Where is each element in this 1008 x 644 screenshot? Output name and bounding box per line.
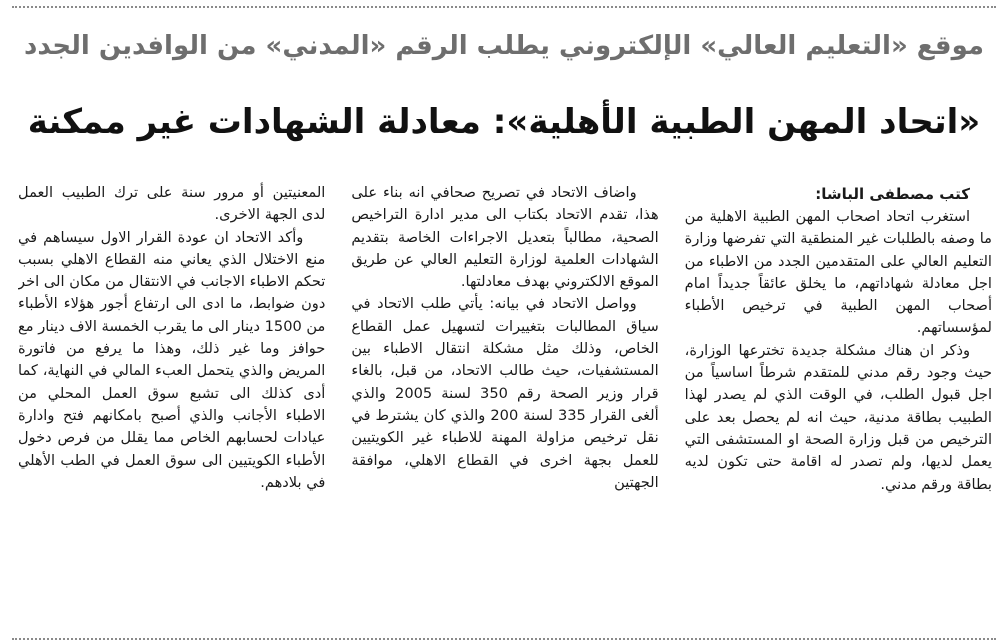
- article-column-1: [685, 182, 992, 632]
- bottom-dotted-rule: [12, 638, 996, 640]
- article-column-2: [351, 182, 658, 632]
- paragraph: وواصل الاتحاد في بيانه: يأتي طلب الاتحاد في سياق المطالبات بتغييرات لتسهيل عمل القطاع الخاص، وذلك مثل مشكلة انتقال الاطباء بين المستشفيات، حيث طالب الاتحاد، من قبل، بالغاء قرار وزير الصحة رقم 350 لسنة 2005 والذي ألغى القرار 335 لسنة 200 والذي كان يشترط في نقل ترخيص مزاولة المهنة للاطباء غير الكويتيين للعمل بجهة اخرى في القطاع الاهلي، موافقة الجهتين: [351, 295, 659, 491]
- paragraph: وذكر ان هناك مشكلة جديدة تخترعها الوزارة، حيث وجود رقم مدني للمتقدم شرطاً اساسياً من اجل قبول الطلب، في الوقت الذي لم يصدر لهذا الطبيب بطاقة مدنية، حيث انه لم يحصل بعد على الترخيص من قبل وزارة الصحة او المستشفى التي يعمل لديها، ولم تصدر له اقامة حتى تكون لديه بطاقة ورقم مدني.: [684, 341, 992, 493]
- paragraph: واضاف الاتحاد في تصريح صحافي انه بناء على هذا، تقدم الاتحاد بكتاب الى مدير ادارة التراخيص الصحية، مطالباً بتعديل الاجراءات الخاصة بتقديم الشهادات العلمية لوزارة التعليم العالي عن طريق الموقع الالكتروني بهدف معادلتها.: [351, 184, 659, 291]
- article-kicker: موقع «التعليم العالي» الإلكتروني يطلب الرقم «المدني» من الوافدين الجدد: [24, 31, 984, 61]
- article-columns: [18, 182, 992, 632]
- article-column-3: [18, 182, 325, 632]
- paragraph: وأكد الاتحاد ان عودة القرار الاول سيساهم في منع الاختلال الذي يعاني منه القطاع الاهلي بسبب تحكم الاطباء الاجانب في الانتقال من مكان الى اخر دون ضوابط، ما ادى الى ارتفاع أجور هؤلاء الأطباء من 1500 دينار الى ما يقرب الخمسة الاف دينار مع حوافز وما غير ذلك، وهذا ما يرفع من فاتورة المريض والذي يتحمل العبء المالي في النهاية، كما أدى كذلك الى تشبع سوق العمل المحلي من الاطباء الأجانب والذي أصبح بامكانهم فتح وادارة عيادات لحسابهم الخاص مما يقلل من فرص دخول الأطباء الكويتيين الى سوق العمل في الطب الأهلي في بلادهم.: [18, 228, 326, 491]
- top-dotted-rule: [12, 6, 996, 8]
- paragraph: المعنيتين أو مرور سنة على ترك الطبيب العمل لدى الجهة الاخرى.: [18, 184, 326, 224]
- paragraph: استغرب اتحاد اصحاب المهن الطبية الاهلية من ما وصفه بالطلبات غير المنطقية التي تفرضها وزارة التعليم العالي على المتقدمين الجدد من الاطباء من اجل معادلة شهاداتهم، ما يخلق عائقاً جديداً امام أصحاب المهن الطبية في ترخيص الأطباء لمؤسساتهم.: [684, 208, 992, 337]
- article-headline: «اتحاد المهن الطبية الأهلية»: معادلة الشهادات غير ممكنة: [27, 102, 981, 142]
- byline: كتب مصطفى الباشا:: [815, 185, 970, 203]
